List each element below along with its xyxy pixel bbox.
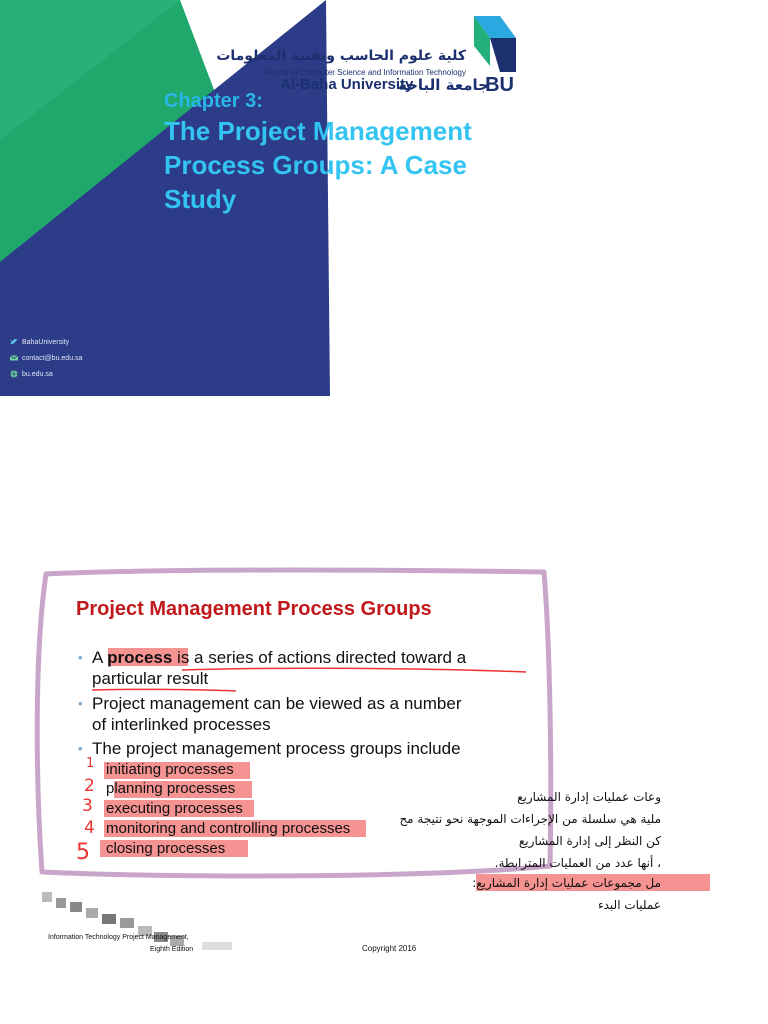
contact-mail-text: contact@bu.edu.sa [22,354,83,362]
bullet-dot: • [78,741,83,756]
arabic-note-line: مل مجموعات عمليات إدارة المشاريع: [472,876,661,890]
arabic-note-line: وعات عمليات إدارة المشاريع [517,790,661,804]
handwritten-number: 4 [84,818,95,838]
globe-icon [10,370,18,378]
arabic-note-line: كن النظر إلى إدارة المشاريع [518,834,661,848]
bullet-2-line-2: of interlinked processes [92,715,271,734]
twitter-icon [10,338,18,346]
logo-bu-text: BU [485,74,514,96]
bullet-dot: • [78,696,83,711]
process-group-closing: closing processes [106,840,226,857]
handwritten-number: 1 [86,756,95,771]
process-group-monitoring: monitoring and controlling processes [106,820,351,837]
bullet-1-pre: A [92,648,108,667]
chapter-title: The Project Management Process Groups: A Case Study [164,116,472,214]
contact-web [10,370,53,378]
footer-edition: Eighth Edition [150,946,194,953]
logo-arabic-faculty: كلية علوم الحاسب وتقنية المعلومات [216,48,466,64]
title-slide [0,0,516,396]
slide2-title: Project Management Process Groups [76,598,432,620]
bullet-3-line-1: The project management process groups include [92,739,461,758]
mail-icon [10,354,18,362]
footer-book-title: Information Technology Project Management, [48,934,189,941]
footer-copyright: Copyright 2016 [362,944,417,953]
handwritten-number: 5 [76,840,90,865]
underline-annotation [180,664,530,676]
handwritten-number: 3 [82,796,93,816]
arabic-note-line: ، أنها عدد من العمليات المترابطة. [494,856,661,870]
bullet-dot: • [78,650,83,665]
contact-mail [10,354,82,362]
process-group-executing: executing processes [106,800,243,817]
bullet-1-keyword: process [107,648,173,667]
university-logo [216,16,516,102]
logo-university-en: Al-Baha University [280,76,414,93]
arabic-note-line: عمليات البدء [597,898,661,912]
chapter-label: Chapter 3: [164,90,263,112]
bullet-2-line-1: Project management can be viewed as a number [92,694,462,713]
bullet-1-line-2: particular result [92,669,209,688]
contact-web-text: bu.edu.sa [22,370,53,378]
arabic-note-line: ملية هي سلسلة من الإجراءات الموجهة نحو نتيجة مح [399,812,661,826]
logo-english-faculty: Faculty of Computer Science and Information Technology [262,68,466,77]
checker-decoration [42,892,242,956]
contact-twitter [10,338,69,346]
bullet-1-post: is a series of actions directed toward a [172,648,467,667]
handwritten-number: 2 [84,776,95,796]
logo-university-ar: جامعة الباحة [398,76,489,94]
process-group-initiating: initiating processes [106,761,234,778]
contact-twitter-text: BahaUniversity [22,338,70,346]
process-group-planning: planning processes [106,780,236,797]
